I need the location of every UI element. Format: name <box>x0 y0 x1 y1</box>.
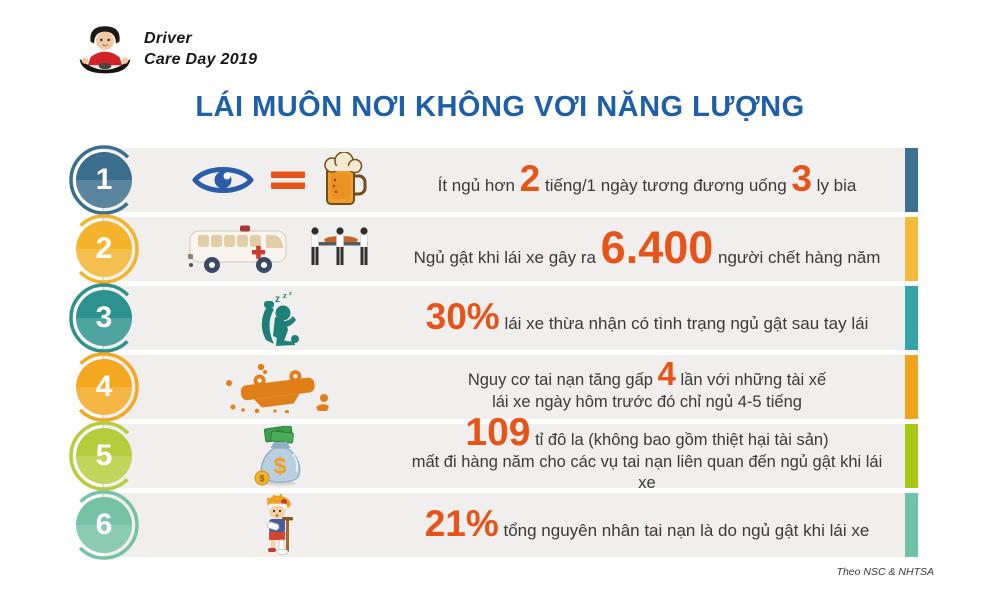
row-text: Ít ngủ hơn 2 tiếng/1 ngày tương đương uống 3 ly bia <box>437 158 857 200</box>
infographic-rows <box>95 148 918 562</box>
row-color-bar <box>905 355 918 419</box>
icon-zone-4 <box>150 361 410 413</box>
row-text: 30% lái xe thừa nhận có tình trạng ngủ gật sau tay lái <box>425 296 869 338</box>
icon-zone-6 <box>150 494 410 556</box>
icon-zone-2 <box>150 224 410 274</box>
event-logo-text <box>144 29 257 71</box>
info-row-6 <box>95 493 918 557</box>
step-number: 1 <box>95 163 113 196</box>
svg-text:$: $ <box>273 453 287 479</box>
step-badge-6 <box>68 489 140 561</box>
step-number: 6 <box>95 508 113 541</box>
info-row-2 <box>95 217 918 281</box>
car-crash-icon <box>221 361 339 413</box>
page-title: LÁI MUÔN NƠI KHÔNG VƠI NĂNG LƯỢNG <box>195 91 805 123</box>
step-badge-3 <box>68 282 140 354</box>
logo-line1: Driver <box>144 30 193 47</box>
row-color-bar <box>905 148 918 212</box>
step-badge-5 <box>68 420 140 492</box>
row-color-bar <box>905 493 918 557</box>
eye-icon <box>192 162 254 198</box>
event-logo <box>76 20 257 76</box>
icon-zone-5 <box>150 426 410 486</box>
svg-text:$: $ <box>259 473 265 484</box>
step-number: 2 <box>95 232 113 265</box>
beer-mug-icon <box>322 152 368 208</box>
row-text: 109 tỉ đô la (không bao gồm thiệt hại tài sản) mất đi hàng năm cho các vụ tai nạn liên quan đến ngủ gật khi lái xe <box>411 411 883 493</box>
svg-text:z: z <box>283 291 287 300</box>
info-row-4 <box>95 355 918 419</box>
driver-steering-wheel-icon <box>76 20 134 76</box>
logo-line2: Care Day 2019 <box>144 50 258 68</box>
data-source-credit: Theo NSC & NHTSA <box>836 566 934 578</box>
row-color-bar <box>905 424 918 488</box>
step-number: 3 <box>95 301 113 334</box>
step-number: 5 <box>95 439 113 472</box>
step-badge-2 <box>68 213 140 285</box>
stretcher-bearers-icon <box>308 225 372 273</box>
equals-icon <box>270 168 306 192</box>
info-row-1 <box>95 148 918 212</box>
icon-zone-3 <box>150 290 410 346</box>
ambulance-icon <box>188 224 292 274</box>
svg-text:z: z <box>275 294 280 305</box>
row-text: 21% tổng nguyên nhân tai nạn là do ngủ gật khi lái xe <box>424 503 870 545</box>
step-badge-4 <box>68 351 140 423</box>
row-color-bar <box>905 217 918 281</box>
sleeping-driver-icon <box>249 290 311 346</box>
row-color-bar <box>905 286 918 350</box>
info-row-5 <box>95 411 918 493</box>
injured-person-icon <box>259 494 301 556</box>
row-text: Nguy cơ tai nạn tăng gấp 4 lần với những tài xế lái xe ngày hôm trước đó chỉ ngủ 4-5 tiếng <box>467 355 827 411</box>
row-text: Ngủ gật khi lái xe gây ra 6.400 người chết hàng năm <box>413 222 881 274</box>
money-bag-icon <box>254 426 306 486</box>
step-badge-1 <box>68 144 140 216</box>
step-number: 4 <box>95 370 113 403</box>
info-row-3 <box>95 286 918 350</box>
icon-zone-1 <box>150 152 410 208</box>
svg-text:z: z <box>289 291 292 297</box>
